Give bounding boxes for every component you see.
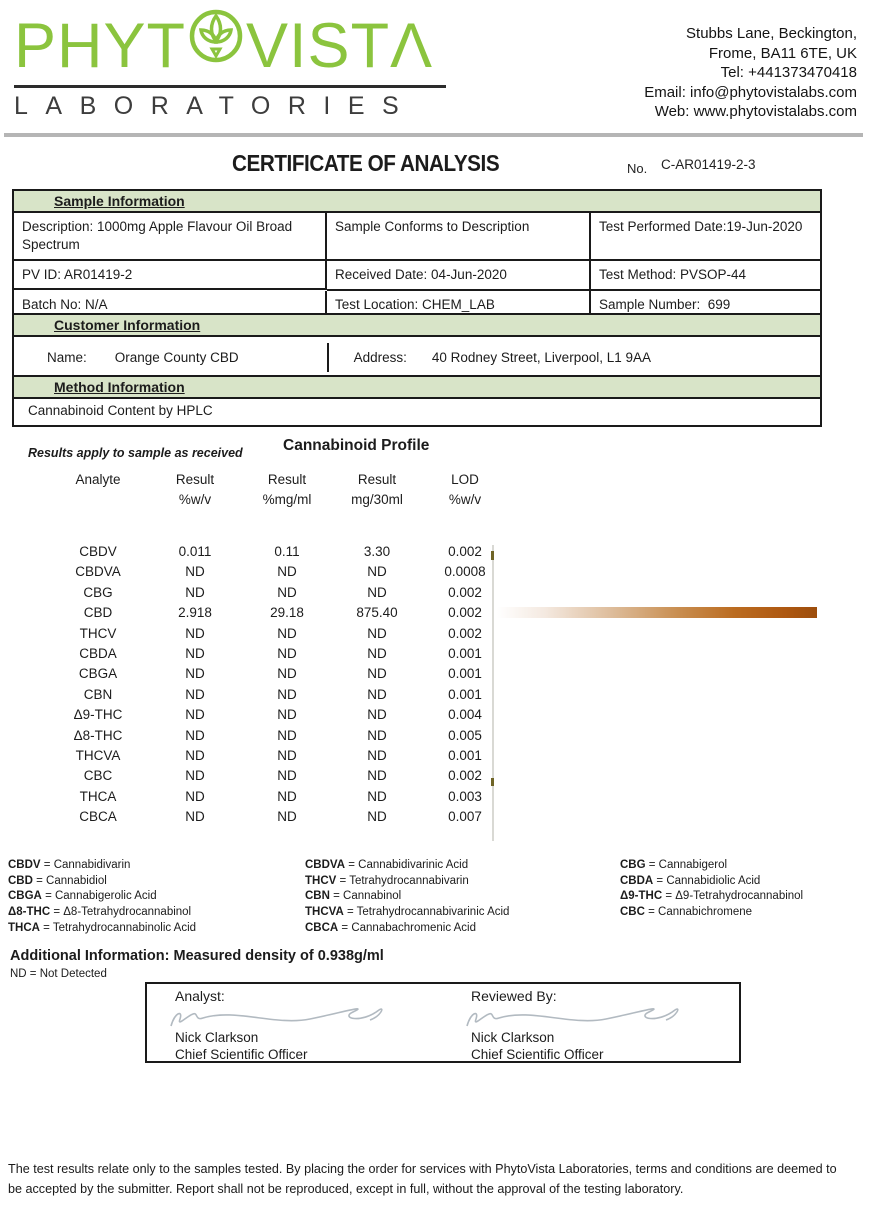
analyte-cell: ND [367, 768, 387, 784]
analyte-cell: Δ8-THC [73, 727, 123, 743]
customer-name-value: Orange County CBD [114, 349, 239, 365]
sample-information-table [14, 213, 820, 319]
legend-column-2 [305, 858, 620, 937]
customer-cell-divider [327, 343, 329, 372]
analyst-label: Analyst: [175, 988, 225, 1004]
analyte-cell: ND [367, 707, 387, 723]
analyte-cell: ND [277, 666, 297, 682]
legend-entry: THCV = Tetrahydrocannabivarin [305, 874, 469, 887]
analyte-cell: 0.004 [448, 707, 482, 723]
analyte-cell: ND [367, 686, 387, 702]
batch-no-cell: Batch No: N/A [14, 291, 327, 318]
analyte-cell: CBC [83, 768, 113, 784]
analyte-cell: ND [367, 809, 387, 825]
column-header-analyte: Analyte [75, 472, 121, 487]
analyte-cell: 0.001 [448, 686, 482, 702]
website: Web: www.phytovistalabs.com [654, 103, 857, 120]
analyte-row [48, 562, 508, 582]
customer-information-header: Customer Information [14, 315, 820, 337]
analyte-cell: ND [367, 584, 387, 600]
results-note: Results apply to sample as received [28, 446, 243, 460]
method-information-header: Method Information [14, 377, 820, 399]
analyte-cell: 2.918 [178, 605, 212, 621]
analyte-cell: ND [367, 788, 387, 804]
legend-entry: CBDV = Cannabidivarin [8, 859, 131, 871]
analyte-cell: ND [277, 788, 297, 804]
analyte-cell: 0.002 [448, 544, 482, 559]
analyte-cell: ND [185, 809, 205, 825]
analyte-cell: ND [277, 747, 297, 763]
brand-subtitle: LABORATORIES [14, 92, 417, 120]
phone: Tel: +441373470418 [720, 64, 857, 81]
leaf-in-circle-icon [188, 8, 244, 75]
cbd-result-gradient-bar [497, 607, 817, 618]
title-row [0, 150, 871, 186]
analyte-cell: ND [185, 727, 205, 743]
analyte-cell: 0.005 [448, 727, 482, 743]
analyte-cell: ND [185, 747, 205, 763]
analyte-cell: ND [185, 584, 205, 600]
brand-text-left: PHYT [14, 11, 187, 81]
analyte-row [48, 807, 508, 827]
customer-information-box [12, 313, 822, 379]
address-line2: Frome, BA11 6TE, UK [708, 44, 857, 62]
received-date-cell: Received Date: 04-Jun-2020 [327, 261, 591, 291]
reviewer-role: Chief Scientific Officer [471, 1047, 604, 1062]
analyte-cell: ND [185, 625, 205, 641]
legend-entry: CBDVA = Cannabidivarinic Acid [305, 859, 469, 871]
analyte-cell: ND [277, 727, 297, 743]
cannabinoid-profile-section [0, 437, 871, 857]
analyte-cell: 0.002 [448, 625, 482, 641]
lab-contact-info [644, 8, 857, 122]
customer-address-label: Address: [353, 349, 407, 365]
reviewer-name: Nick Clarkson [471, 1030, 555, 1045]
brand-text-right: VISTΛ [246, 11, 434, 81]
customer-address-value: 40 Rodney Street, Liverpool, L1 9AA [431, 349, 651, 365]
page-title: CERTIFICATE OF ANALYSIS [232, 150, 500, 176]
analyte-cell: 0.001 [448, 645, 482, 661]
column-header-result-wv: Result %w/v [175, 472, 215, 507]
analyte-cell: ND [367, 666, 387, 682]
analyte-cell: 0.007 [448, 809, 482, 825]
analyte-row [48, 644, 508, 664]
analyte-row [48, 766, 508, 786]
analyte-table-headers [48, 470, 508, 509]
analyte-row [48, 583, 508, 603]
header-divider [4, 133, 863, 137]
sample-information-box [12, 189, 822, 321]
analyte-cell: ND [185, 707, 205, 723]
reviewed-by-label: Reviewed By: [471, 988, 557, 1004]
test-method-cell: Test Method: PVSOP-44 [591, 261, 820, 291]
analyte-table-body [48, 542, 508, 827]
test-performed-date-cell: Test Performed Date:19-Jun-2020 [591, 213, 820, 261]
analyte-cell: ND [277, 686, 297, 702]
customer-row [14, 337, 820, 377]
analyst-role: Chief Scientific Officer [175, 1047, 308, 1062]
pv-id-cell: PV ID: AR01419-2 [14, 261, 327, 290]
analyte-cell: 875.40 [356, 605, 398, 621]
analyte-row [48, 705, 508, 725]
analyte-row [48, 746, 508, 766]
nd-definition: ND = Not Detected [10, 968, 107, 980]
address-line1: Stubbs Lane, Beckington, [686, 25, 857, 42]
column-header-lod: LOD %w/v [448, 472, 482, 507]
legend-column-1 [8, 858, 305, 937]
analyte-row [48, 787, 508, 807]
analyte-cell: 0.002 [448, 605, 482, 621]
additional-information: Additional Information: Measured density of 0.938g/ml [10, 948, 384, 964]
analyte-row [48, 542, 508, 562]
analyst-name: Nick Clarkson [175, 1030, 259, 1045]
analyte-cell: 0.001 [448, 666, 482, 682]
cannabinoid-profile-title: Cannabinoid Profile [283, 437, 430, 454]
brand-divider [14, 85, 446, 88]
legend-entry: CBD = Cannabidiol [8, 874, 107, 887]
legend-entry: CBDA = Cannabidiolic Acid [620, 874, 761, 887]
analyte-cell: 0.011 [178, 544, 212, 559]
sample-information-header: Sample Information [14, 191, 820, 213]
analyte-cell: CBDV [79, 544, 117, 559]
analyte-cell: ND [185, 645, 205, 661]
legend-entry: CBGA = Cannabigerolic Acid [8, 890, 157, 903]
analyte-row [48, 685, 508, 705]
column-header-result-mg30ml: Result mg/30ml [351, 472, 403, 507]
analyte-cell: Δ9-THC [73, 707, 123, 723]
analyte-cell: 0.11 [274, 544, 300, 559]
phytovista-logo [14, 8, 459, 122]
analyte-row [48, 603, 508, 623]
analyte-cell: CBG [83, 584, 113, 600]
analyte-cell: THCVA [75, 747, 121, 763]
analyte-cell: CBGA [78, 666, 118, 682]
analyte-cell: THCV [79, 625, 117, 641]
chromatogram-peak-small-2 [491, 778, 494, 786]
legend-entry: CBN = Cannabinol [305, 890, 402, 903]
analyte-cell: ND [367, 727, 387, 743]
analyte-row [48, 664, 508, 684]
legend-entry: CBC = Cannabichromene [620, 906, 753, 919]
analyte-cell: ND [367, 564, 387, 580]
disclaimer-text: The test results relate only to the samples tested. By placing the order for services with PhytoVista Laboratories, terms and conditions are deemed to be accepted by the submitter. Report shall not be reproduced, except in full, without the approval of the testing laboratory. [8, 1162, 837, 1196]
certificate-number: C-AR01419-2-3 [661, 157, 756, 172]
analyte-cell: 0.001 [448, 747, 482, 763]
test-location-cell: Test Location: CHEM_LAB [327, 291, 591, 319]
chromatogram-trace [492, 545, 494, 841]
sample-number-cell: Sample Number: 699 [599, 297, 731, 313]
abbreviation-legend [8, 858, 860, 937]
signature-box [145, 982, 741, 1063]
analyst-signature-block [147, 984, 443, 1061]
analyte-cell: ND [185, 768, 205, 784]
legend-entry: CBCA = Cannabachromenic Acid [305, 921, 476, 934]
analyte-cell: ND [277, 645, 297, 661]
column-header-result-mgml: Result %mg/ml [262, 472, 312, 507]
analyte-cell: ND [367, 625, 387, 641]
header [14, 8, 857, 122]
analyte-cell: 0.0008 [444, 564, 486, 580]
analyte-cell: 0.003 [448, 788, 482, 804]
customer-name-label: Name: [47, 349, 87, 365]
analyte-cell: ND [185, 564, 205, 580]
sample-conforms-cell: Sample Conforms to Description [327, 213, 591, 261]
analyte-row [48, 726, 508, 746]
analyte-row [48, 624, 508, 644]
analyte-cell: ND [277, 809, 297, 825]
legend-column-3 [620, 858, 860, 937]
email: Email: info@phytovistalabs.com [644, 83, 857, 101]
analyte-cell: ND [277, 768, 297, 784]
analyte-cell: ND [367, 645, 387, 661]
legend-entry: CBG = Cannabigerol [620, 859, 728, 871]
analyte-cell: CBDVA [75, 564, 121, 580]
analyte-cell: 0.002 [448, 768, 482, 784]
analyte-cell: 29.18 [270, 605, 304, 621]
legend-entry: Δ9-THC = Δ9-Tetrahydrocannabinol [620, 890, 804, 903]
legend-entry: Δ8-THC = Δ8-Tetrahydrocannabinol [8, 906, 192, 919]
analyte-cell: ND [277, 584, 297, 600]
analyte-cell: ND [277, 564, 297, 580]
analyte-cell: CBCA [79, 809, 117, 825]
analyte-cell: CBD [83, 605, 113, 621]
legend-entry: THCVA = Tetrahydrocannabivarinic Acid [305, 906, 510, 919]
method-value: Cannabinoid Content by HPLC [28, 403, 213, 418]
sample-description-cell: Description: 1000mg Apple Flavour Oil Broad Spectrum [14, 213, 327, 261]
certificate-no-label: No. [627, 161, 648, 176]
analyte-cell: THCA [79, 788, 117, 804]
analyte-cell: ND [277, 625, 297, 641]
chromatogram-peak-small-1 [491, 551, 494, 560]
analyte-cell: CBDA [79, 645, 117, 661]
brand-wordmark [14, 8, 459, 81]
method-information-box [12, 375, 822, 427]
analyte-cell: ND [185, 788, 205, 804]
legend-entry: THCA = Tetrahydrocannabinolic Acid [8, 921, 197, 934]
analyte-cell: ND [367, 747, 387, 763]
analyte-cell: 3.30 [363, 544, 391, 559]
analyte-cell: CBN [83, 686, 113, 702]
analyte-cell: ND [185, 666, 205, 682]
analyte-cell: ND [277, 707, 297, 723]
analyte-cell: ND [185, 686, 205, 702]
analyte-cell: 0.002 [448, 584, 482, 600]
reviewer-signature-block [443, 984, 739, 1061]
